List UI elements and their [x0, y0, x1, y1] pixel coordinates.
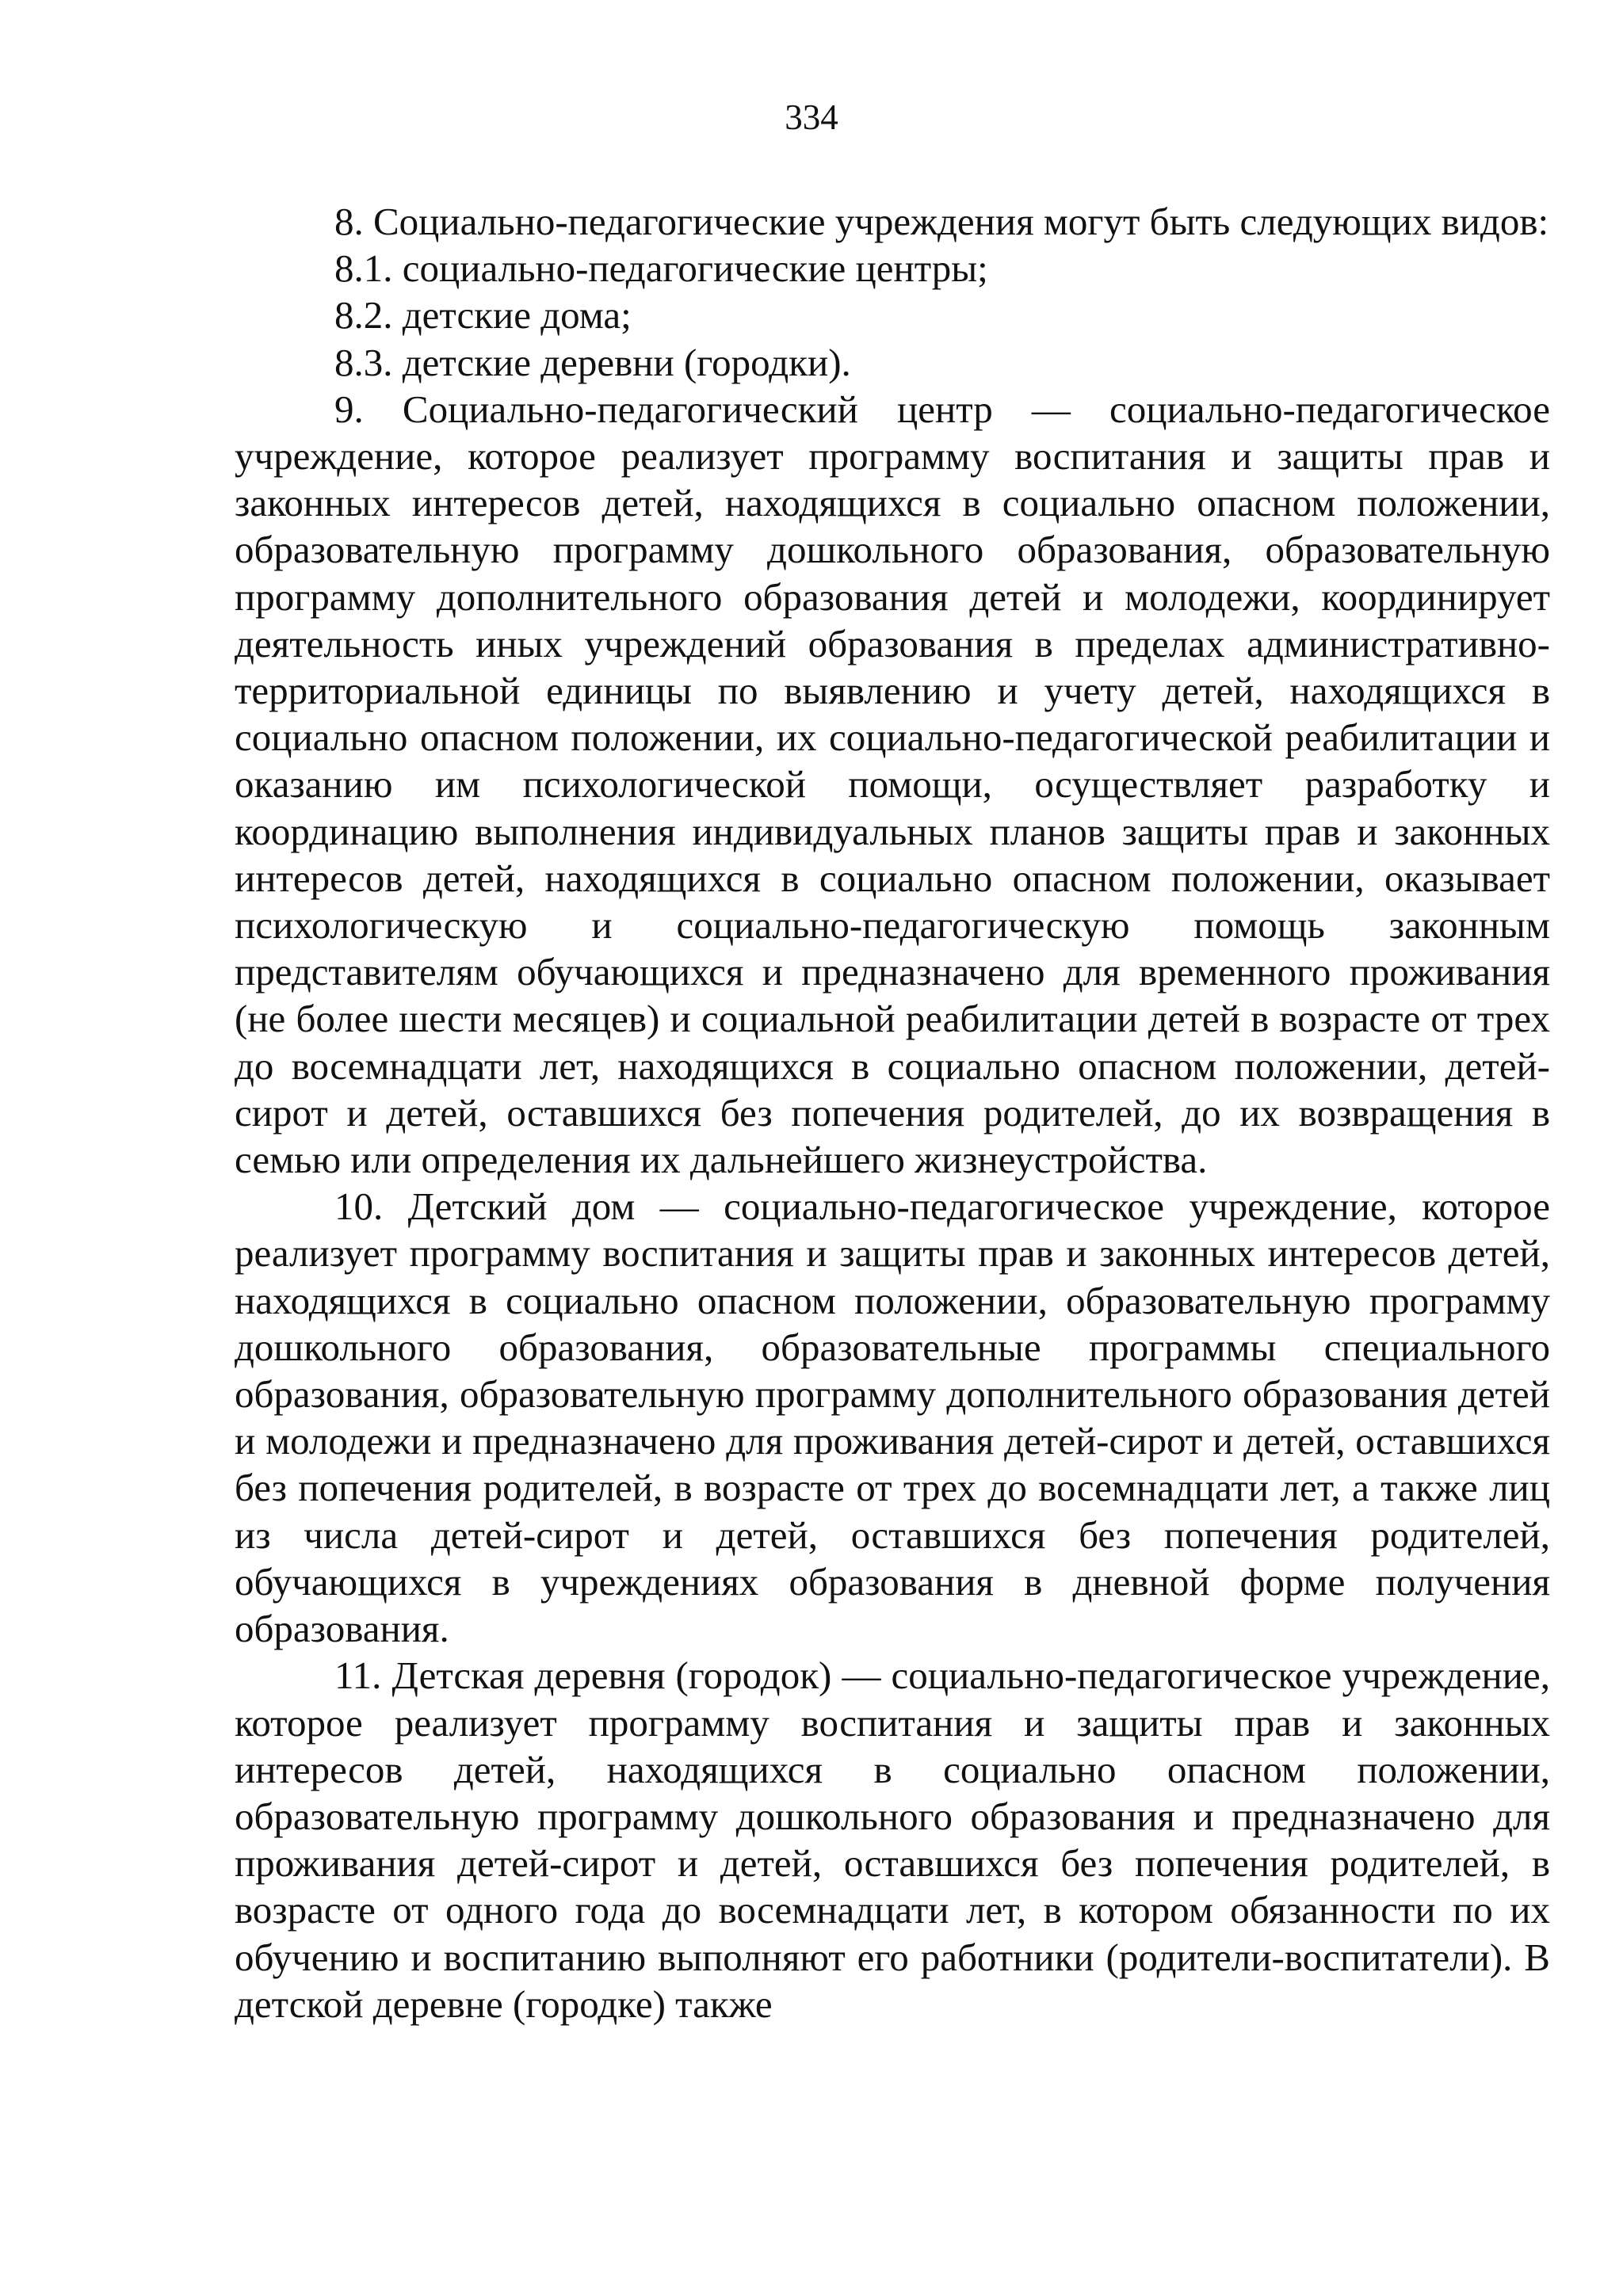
paragraph-8: 8. Социально-педагогические учреждения могут быть следующих видов:	[334, 200, 1549, 243]
paragraph-8-3: 8.3. детские деревни (городки).	[334, 340, 851, 384]
paragraph-11: 11. Детская деревня (городок) — социально-педагогическое учреждение, которое реализует программу воспитания и защиты прав и законных интересов детей, находящихся в социально опасном положении, образовательную программу дошкольного образования и предназначено для проживания детей-сирот и детей, оставшихся без попечения родителей, в возрасте от одного года до восемнадцати лет, в котором обязанности по их обучению и воспитанию выполняют его работники (родители-воспитатели). В детской деревне (городке) также	[235, 1653, 1550, 2026]
document-body	[235, 198, 1550, 2027]
paragraph-8-1: 8.1. социально-педагогические центры;	[334, 246, 988, 291]
paragraph-10: 10. Детский дом — социально-педагогическое учреждение, которое реализует программу воспитания и защиты прав и законных интересов детей, находящихся в социально опасном положении, образовательную программу дошкольного образования, образовательные программы специального образования, образовательную программу дополнительного образования детей и молодежи и предназначено для проживания детей-сирот и детей, оставшихся без попечения родителей, в возрасте от трех до восемнадцати лет, а также лиц из числа детей-сирот и детей, оставшихся без попечения родителей, обучающихся в учреждениях образования в дневной форме получения образования.	[235, 1184, 1550, 1651]
paragraph-8-2: 8.2. детские дома;	[334, 293, 632, 338]
paragraph-9: 9. Социально-педагогический центр — социально-педагогическое учреждение, которое реализует программу воспитания и защиты прав и законных интересов детей, находящихся в социально опасном положении, образовательную программу дошкольного образования, образовательную программу дополнительного образования детей и молодежи, координирует деятельность иных учреждений образования в пределах административно-территориальной единицы по выявлению и учету детей, находящихся в социально опасном положении, их социально-педагогической реабилитации и оказанию им психологической помощи, осуществляет разработку и координацию выполнения индивидуальных планов защиты прав и законных интересов детей, находящихся в социально опасном положении, оказывает психологическую и социально-педагогическую помощь законным представителям обучающихся и предназначено для временного проживания (не более шести месяцев) и социальной реабилитации детей в возрасте от трех до восемнадцати лет, находящихся в социально опасном положении, детей-сирот и детей, оставшихся без попечения родителей, до их возвращения в семью или определения их дальнейшего жизнеустройства.	[235, 387, 1550, 1182]
page-number: 334	[785, 97, 838, 137]
